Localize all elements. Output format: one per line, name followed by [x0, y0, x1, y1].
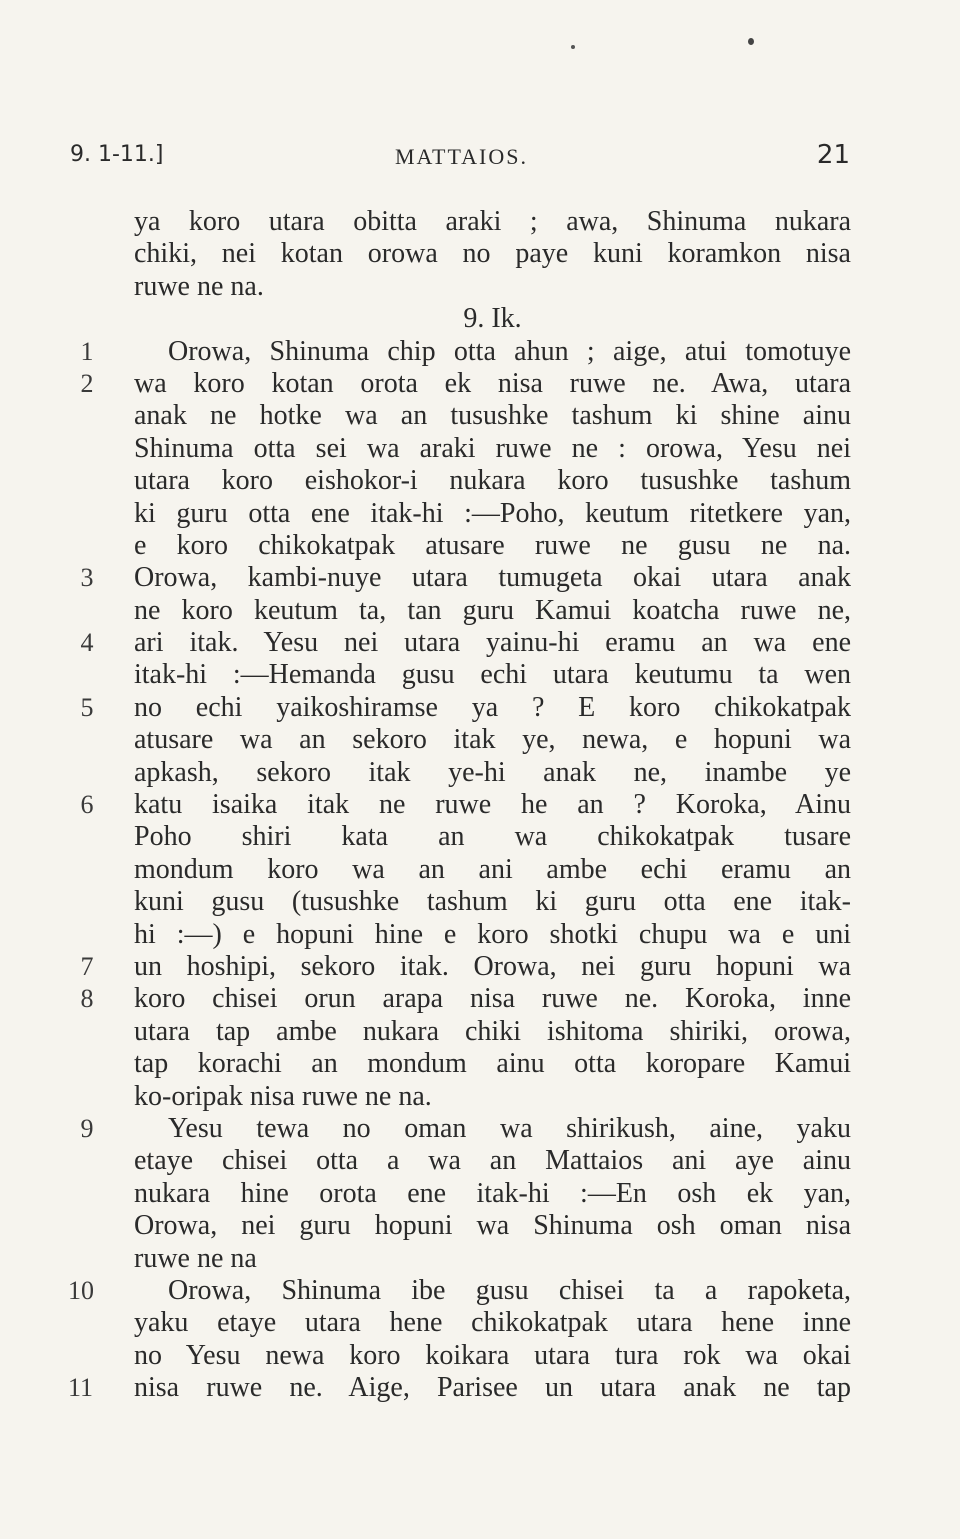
text-line: [0, 821, 960, 853]
text-line: [0, 1081, 960, 1113]
verse-number: 2: [80, 368, 94, 398]
text-line: [0, 1016, 960, 1048]
line-text: Orowa, kambi-nuye utara tumugeta okai utara anak: [134, 562, 851, 594]
text-line: [0, 1243, 960, 1275]
line-text: Orowa, Shinuma chip otta ahun ; aige, atui tomotuye: [168, 335, 851, 367]
text-line: [0, 433, 960, 465]
text-line: [0, 919, 960, 951]
verse-number: 3: [80, 563, 94, 593]
text-line: [0, 757, 960, 789]
running-header: [0, 140, 960, 180]
line-text: yaku etaye utara hene chikokatpak utara hene inne: [134, 1307, 851, 1339]
text-line: [0, 1275, 960, 1307]
section-heading: [0, 303, 960, 335]
text-line: [0, 1372, 960, 1404]
text-line: [0, 368, 960, 400]
verse-number: 11: [68, 1373, 94, 1403]
line-text: un hoshipi, sekoro itak. Orowa, nei guru hopuni wa: [134, 950, 851, 982]
print-speck: [748, 38, 754, 45]
text-line: [0, 886, 960, 918]
verse-number: 8: [80, 984, 94, 1014]
text-line: [0, 400, 960, 432]
line-text: nisa ruwe ne. Aige, Parisee un utara anak ne tap: [134, 1372, 851, 1404]
line-text: ari itak. Yesu nei utara yainu-hi eramu an wa ene: [134, 627, 851, 659]
line-text: no echi yaikoshiramse ya ? E koro chikokatpak: [134, 691, 851, 723]
text-line: [0, 1178, 960, 1210]
line-text: hi :—) e hopuni hine e koro shotki chupu wa e uni: [134, 918, 851, 950]
line-text: kuni gusu (tusushke tashum ki guru otta ene itak-: [134, 886, 851, 918]
text-line: [0, 271, 960, 303]
line-text: Yesu tewa no oman wa shirikush, aine, yaku: [168, 1112, 851, 1144]
line-text: apkash, sekoro itak ye-hi anak ne, inambe ye: [134, 756, 851, 788]
line-text: wa koro kotan orota ek nisa ruwe ne. Awa, utara: [134, 367, 851, 399]
line-text: anak ne hotke wa an tusushke tashum ki shine ainu: [134, 400, 851, 432]
line-text: Shinuma otta sei wa araki ruwe ne : orowa, Yesu nei: [134, 432, 851, 464]
line-text: no Yesu newa koro koikara utara tura rok wa okai: [134, 1339, 851, 1371]
text-line: [0, 562, 960, 594]
text-line: [0, 789, 960, 821]
line-text: etaye chisei otta a wa an Mattaios ani aye ainu: [134, 1145, 851, 1177]
text-line: [0, 951, 960, 983]
text-line: [0, 1210, 960, 1242]
text-line: [0, 595, 960, 627]
verse-number: 9: [80, 1113, 94, 1143]
text-line: [0, 983, 960, 1015]
verse-number: 7: [80, 951, 94, 981]
book-title: MATTAIOS.: [395, 144, 528, 169]
text-line: [0, 627, 960, 659]
line-text: 9. Ik.: [463, 303, 522, 335]
text-line: [0, 1145, 960, 1177]
line-text: ko-oripak nisa ruwe ne na.: [134, 1080, 432, 1112]
line-text: koro chisei orun arapa nisa ruwe ne. Koroka, inne: [134, 983, 851, 1015]
text-line: [0, 206, 960, 238]
line-text: atusare wa an sekoro itak ye, newa, e hopuni wa: [134, 724, 851, 756]
print-speck: [571, 45, 575, 49]
line-text: tap korachi an mondum ainu otta koropare Kamui: [134, 1048, 851, 1080]
verse-number: 6: [80, 790, 94, 820]
line-text: mondum koro wa an ani ambe echi eramu an: [134, 853, 851, 885]
body-text: [0, 206, 960, 1404]
verse-number: 1: [80, 336, 94, 366]
text-line: [0, 1307, 960, 1339]
text-line: [0, 659, 960, 691]
line-text: itak-hi :—Hemanda gusu echi utara keutumu ta wen: [134, 659, 851, 691]
verse-number: 10: [68, 1275, 94, 1305]
text-line: [0, 1048, 960, 1080]
text-line: [0, 724, 960, 756]
line-text: Orowa, nei guru hopuni wa Shinuma osh oman nisa: [134, 1210, 851, 1242]
line-text: nukara hine orota ene itak-hi :—En osh ek yan,: [134, 1177, 851, 1209]
line-text: Poho shiri kata an wa chikokatpak tusare: [134, 821, 851, 853]
line-text: chiki, nei kotan orowa no paye kuni koramkon nisa: [134, 238, 851, 270]
text-line: [0, 336, 960, 368]
text-line: [0, 1113, 960, 1145]
text-line: [0, 854, 960, 886]
text-line: [0, 692, 960, 724]
chapter-verse-reference: 9. 1-11.]: [70, 142, 164, 167]
text-line: [0, 238, 960, 270]
text-line: [0, 1340, 960, 1372]
line-text: katu isaika itak ne ruwe he an ? Koroka, Ainu: [134, 789, 851, 821]
line-text: ki guru otta ene itak-hi :—Poho, keutum ritetkere yan,: [134, 497, 851, 529]
line-text: ya koro utara obitta araki ; awa, Shinuma nukara: [134, 206, 851, 237]
line-text: utara tap ambe nukara chiki ishitoma shiriki, orowa,: [134, 1015, 851, 1047]
line-text: ruwe ne na.: [134, 270, 264, 302]
verse-number: 4: [80, 628, 94, 658]
line-text: e koro chikokatpak atusare ruwe ne gusu ne na.: [134, 529, 851, 561]
line-text: ne koro keutum ta, tan guru Kamui koatcha ruwe ne,: [134, 594, 851, 626]
page-number: 21: [816, 140, 850, 170]
text-line: [0, 498, 960, 530]
text-line: [0, 465, 960, 497]
line-text: ruwe ne na: [134, 1242, 257, 1274]
line-text: Orowa, Shinuma ibe gusu chisei ta a rapoketa,: [168, 1274, 851, 1306]
verse-number: 5: [80, 692, 94, 722]
line-text: utara koro eishokor-i nukara koro tusushke tashum: [134, 465, 851, 497]
text-line: [0, 530, 960, 562]
